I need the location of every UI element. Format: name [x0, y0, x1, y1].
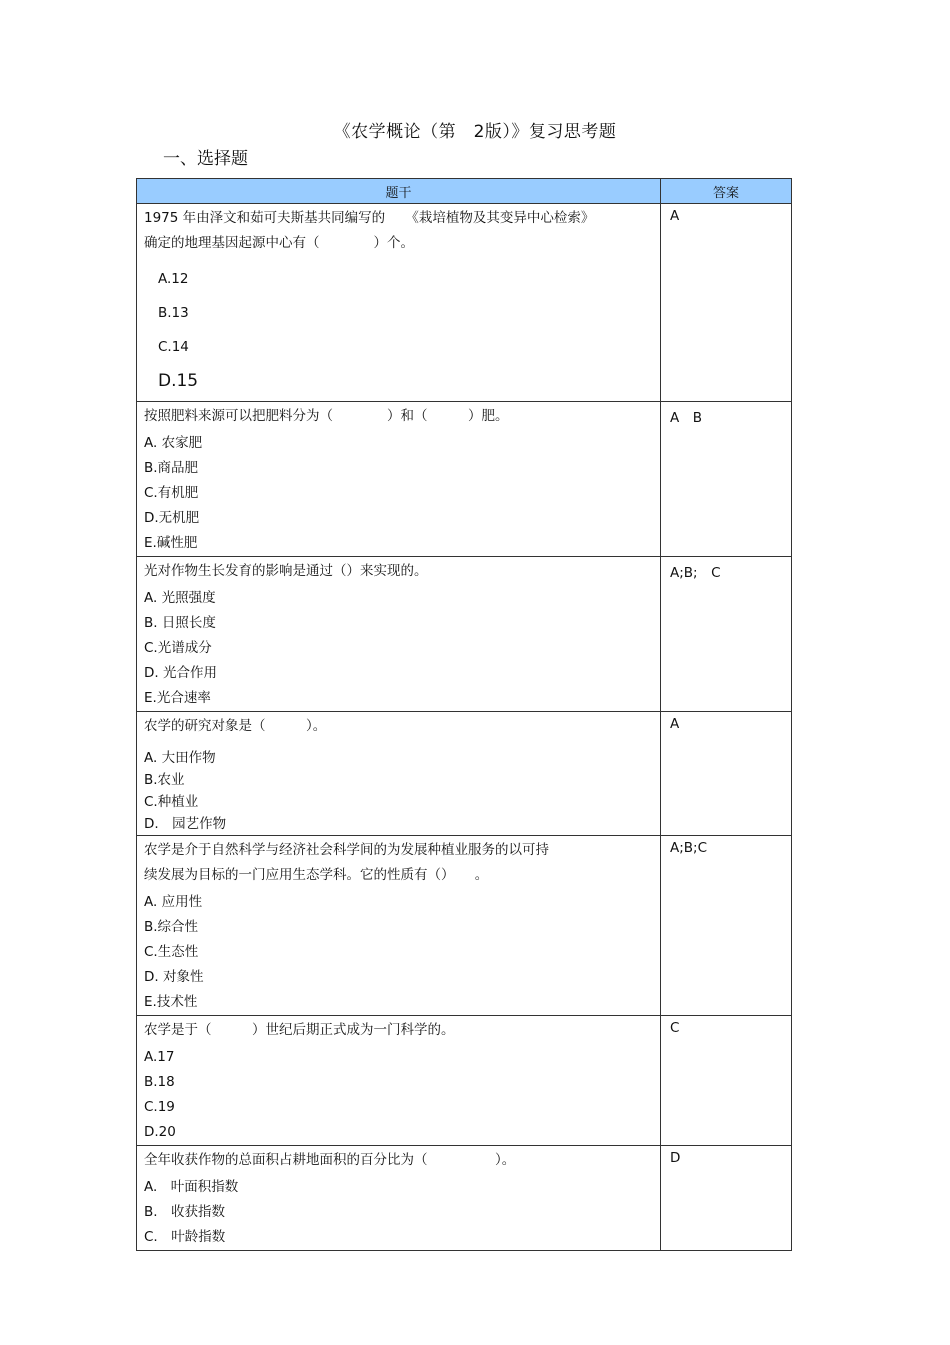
- option: D.15: [158, 371, 199, 391]
- question-cell: [137, 836, 661, 1016]
- option: C.有机肥: [144, 485, 199, 501]
- option: B. 收获指数: [144, 1204, 226, 1220]
- question-cell: [137, 712, 661, 836]
- option: C.14: [158, 339, 189, 355]
- table-row: [137, 1016, 792, 1146]
- question-cell: [137, 1146, 661, 1251]
- table-row: [137, 557, 792, 712]
- option: A.17: [144, 1049, 175, 1065]
- question-cell: [137, 204, 661, 402]
- option: C.光谱成分: [144, 640, 212, 656]
- answer-cell: D: [661, 1146, 792, 1251]
- table-row: [137, 836, 792, 1016]
- option: B. 日照长度: [144, 615, 216, 631]
- option: C.种植业: [144, 794, 199, 810]
- table-row: [137, 1146, 792, 1251]
- question-stem: 续发展为目标的一门应用生态学科。它的性质有（） 。: [144, 867, 489, 883]
- option: E.技术性: [144, 994, 198, 1010]
- table-row: [137, 712, 792, 836]
- section-heading: 一、选择题: [163, 149, 248, 169]
- table-header-row: [137, 179, 792, 204]
- option: B.综合性: [144, 919, 199, 935]
- option: B.18: [144, 1074, 175, 1090]
- option: B.农业: [144, 772, 185, 788]
- option: B.13: [158, 305, 189, 321]
- option: D.20: [144, 1124, 176, 1140]
- question-stem: 农学是介于自然科学与经济社会科学间的为发展种植业服务的以可持: [144, 842, 549, 858]
- answer-cell: A;B;C: [661, 836, 792, 1016]
- option: A. 农家肥: [144, 435, 203, 451]
- option: C.19: [144, 1099, 175, 1115]
- option: A. 大田作物: [144, 750, 216, 766]
- question-cell: [137, 1016, 661, 1146]
- question-table: [136, 178, 792, 1251]
- answer-cell: A B: [661, 402, 792, 557]
- question-stem: 光对作物生长发育的影响是通过（）来实现的。: [144, 563, 428, 579]
- option: D. 园艺作物: [144, 816, 227, 832]
- option: A. 叶面积指数: [144, 1179, 239, 1195]
- option: D. 对象性: [144, 969, 204, 985]
- option: C. 叶龄指数: [144, 1229, 226, 1245]
- option: E.光合速率: [144, 690, 211, 706]
- question-cell: [137, 402, 661, 557]
- question-cell: [137, 557, 661, 712]
- question-stem: 确定的地理基因起源中心有（ ）个。: [144, 235, 414, 251]
- question-stem: 全年收获作物的总面积占耕地面积的百分比为（ ）。: [144, 1152, 516, 1168]
- answer-cell: A;B; C: [661, 557, 792, 712]
- question-stem: 按照肥料来源可以把肥料分为（ ）和（ ）肥。: [144, 408, 509, 424]
- column-header-answer: 答案: [661, 179, 792, 204]
- page-title: 《农学概论（第 2版）》复习思考题: [333, 122, 617, 142]
- question-stem: 农学是于（ ）世纪后期正式成为一门科学的。: [144, 1022, 455, 1038]
- option: C.生态性: [144, 944, 199, 960]
- option: B.商品肥: [144, 460, 199, 476]
- answer-cell: A: [661, 712, 792, 836]
- answer-cell: A: [661, 204, 792, 402]
- table-row: [137, 402, 792, 557]
- answer-cell: C: [661, 1016, 792, 1146]
- question-stem: 1975 年由泽文和茹可夫斯基共同编写的 《栽培植物及其变异中心检索》: [144, 210, 595, 226]
- option: A. 应用性: [144, 894, 203, 910]
- column-header-question: 题干: [137, 179, 661, 204]
- option: D. 光合作用: [144, 665, 217, 681]
- option: E.碱性肥: [144, 535, 198, 551]
- option: A.12: [158, 271, 189, 287]
- option: D.无机肥: [144, 510, 200, 526]
- question-stem: 农学的研究对象是（ ）。: [144, 718, 327, 734]
- table-row: [137, 204, 792, 402]
- option: A. 光照强度: [144, 590, 216, 606]
